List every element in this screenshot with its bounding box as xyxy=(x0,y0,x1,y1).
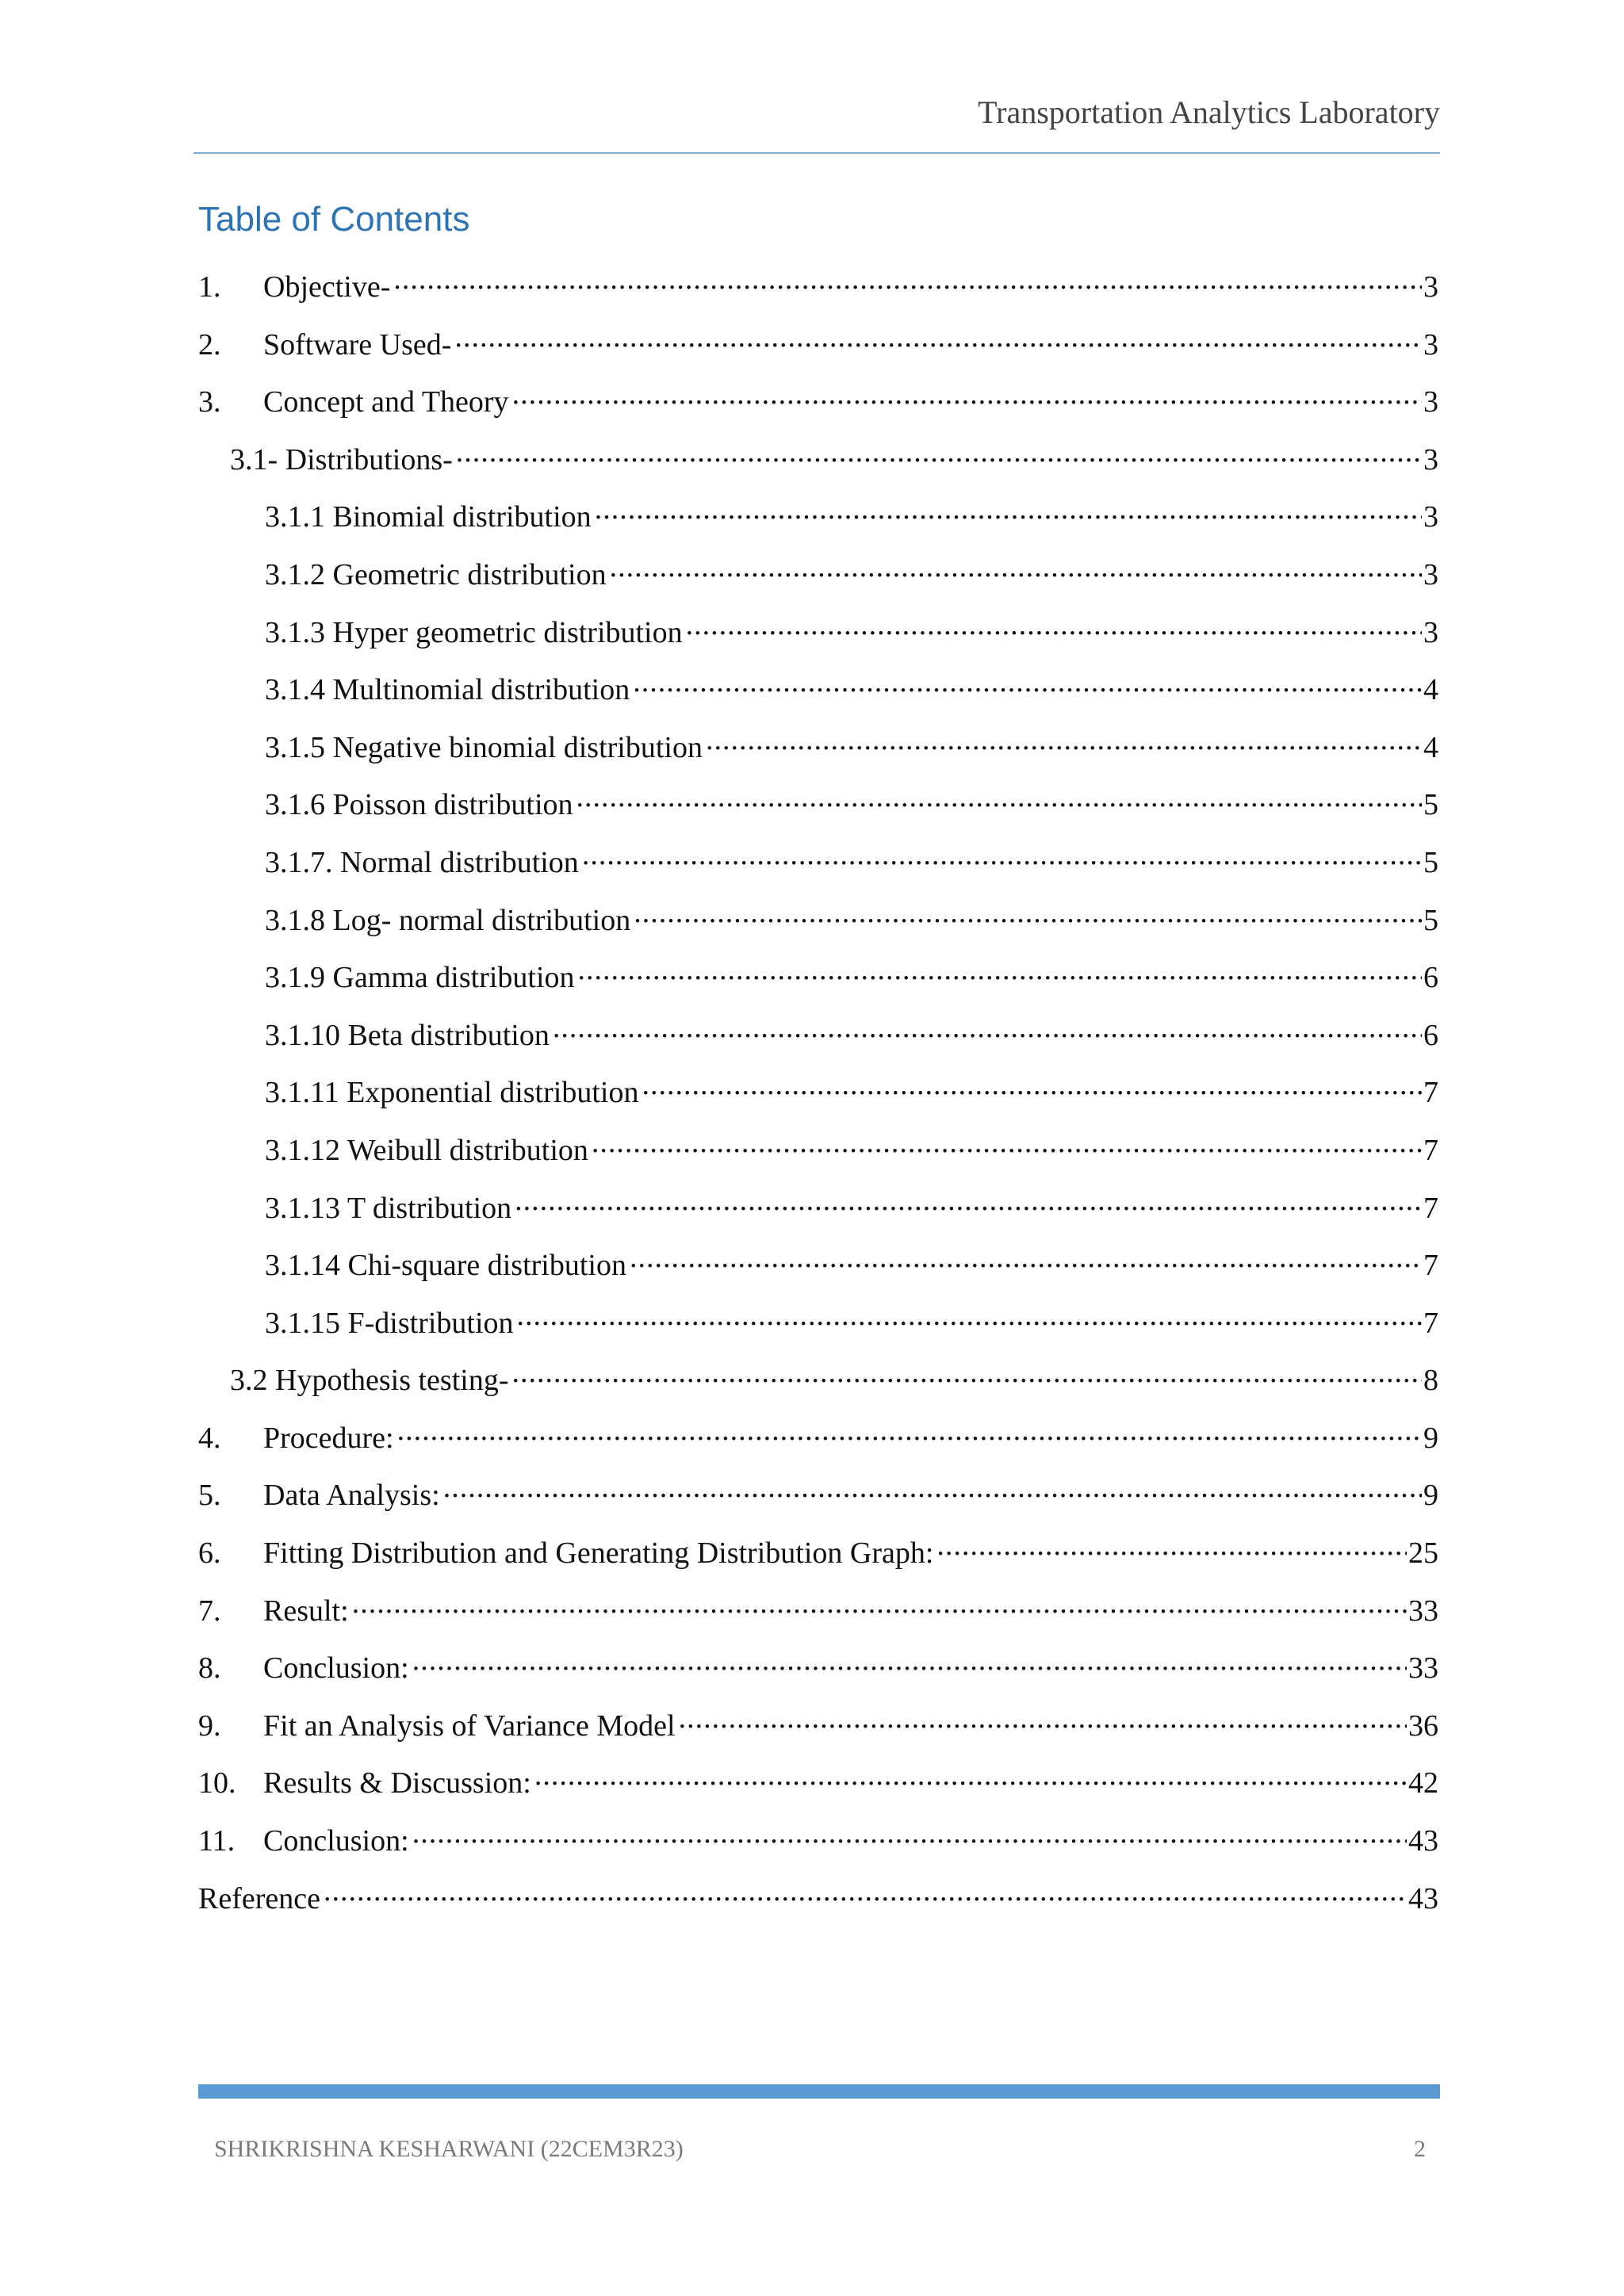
toc-entry-title: Fitting Distribution and Generating Distribution Graph: xyxy=(263,1536,934,1571)
toc-entry[interactable] xyxy=(198,1705,1438,1763)
toc-entry-page: 3 xyxy=(1423,557,1438,591)
toc-entry-page: 5 xyxy=(1423,788,1438,822)
dot-leader xyxy=(512,381,1422,411)
dot-leader xyxy=(582,842,1422,872)
toc-entry-page: 3 xyxy=(1423,270,1438,304)
toc-entry[interactable] xyxy=(198,1878,1438,1936)
toc-entry-title: 3.1.9 Gamma distribution xyxy=(265,961,575,995)
toc-entry-title: 3.1.3 Hyper geometric distribution xyxy=(265,615,683,649)
toc-entry[interactable] xyxy=(198,1533,1438,1590)
toc-entry-number: 11. xyxy=(198,1824,236,1858)
toc-entry[interactable] xyxy=(198,266,1438,324)
toc-entry-title: Conclusion: xyxy=(263,1824,409,1858)
toc-entry[interactable] xyxy=(198,1418,1438,1475)
dot-leader xyxy=(534,1762,1407,1793)
toc-entry-number: 1. xyxy=(198,270,221,304)
toc-entry-title: 3.2 Hypothesis testing- xyxy=(230,1364,509,1398)
dot-leader xyxy=(456,439,1422,469)
dot-leader xyxy=(634,900,1422,930)
toc-entry-page: 5 xyxy=(1423,903,1438,937)
toc-entry-number: 2. xyxy=(198,327,221,362)
toc-entry-page: 33 xyxy=(1408,1651,1438,1686)
toc-entry[interactable] xyxy=(198,900,1438,958)
toc-entry-number: 10. xyxy=(198,1766,236,1800)
toc-entry-title: 3.1.10 Beta distribution xyxy=(265,1018,550,1052)
dot-leader xyxy=(412,1647,1407,1678)
toc-entry[interactable] xyxy=(198,957,1438,1015)
toc-entry-number: 7. xyxy=(198,1594,221,1628)
toc-entry-title: 3.1.14 Chi-square distribution xyxy=(265,1249,626,1283)
toc-entry-title: Concept and Theory xyxy=(263,385,509,419)
toc-entry-title: 3.1.7. Normal distribution xyxy=(265,845,579,879)
toc-heading: Table of Contents xyxy=(198,200,470,239)
toc-entry-title: Procedure: xyxy=(263,1421,394,1455)
toc-entry-title: 3.1.11 Exponential distribution xyxy=(265,1076,639,1110)
footer-bar xyxy=(198,2084,1440,2099)
toc-entry-page: 4 xyxy=(1423,730,1438,764)
toc-entry-page: 4 xyxy=(1423,673,1438,707)
toc-entry[interactable] xyxy=(198,324,1438,382)
toc-entry-title: 3.1.13 T distribution xyxy=(265,1191,512,1225)
toc-entry-page: 9 xyxy=(1423,1479,1438,1513)
toc-entry-title: 3.1.4 Multinomial distribution xyxy=(265,673,630,707)
toc-entry-page: 7 xyxy=(1423,1191,1438,1225)
dot-leader xyxy=(642,1072,1422,1102)
toc-entry[interactable] xyxy=(198,1647,1438,1705)
toc-entry-number: 9. xyxy=(198,1709,221,1743)
toc-entry-title: Result: xyxy=(263,1594,349,1628)
dot-leader xyxy=(633,669,1422,699)
toc-entry-title: 3.1.1 Binomial distribution xyxy=(265,500,592,534)
toc-entry[interactable] xyxy=(198,381,1438,439)
toc-entry[interactable] xyxy=(198,439,1438,497)
toc-entry-page: 3 xyxy=(1423,385,1438,419)
toc-entry-page: 7 xyxy=(1423,1306,1438,1340)
toc-entry[interactable] xyxy=(198,784,1438,842)
toc-entry[interactable] xyxy=(198,1072,1438,1130)
dot-leader xyxy=(352,1590,1407,1621)
page-header xyxy=(193,94,1440,151)
dot-leader xyxy=(610,554,1422,584)
dot-leader xyxy=(443,1475,1422,1505)
toc-entry-title: 3.1.5 Negative binomial distribution xyxy=(265,730,703,764)
dot-leader xyxy=(630,1245,1422,1275)
toc-entry-title: Objective- xyxy=(263,270,391,304)
header-title: Transportation Analytics Laboratory xyxy=(978,94,1440,130)
toc-entry[interactable] xyxy=(198,1762,1438,1820)
toc-entry-page: 3 xyxy=(1423,500,1438,534)
toc-entry-page: 9 xyxy=(1423,1421,1438,1455)
dot-leader xyxy=(679,1705,1407,1735)
toc-entry-page: 3 xyxy=(1423,615,1438,649)
toc-entry[interactable] xyxy=(198,1188,1438,1246)
toc-entry-page: 42 xyxy=(1408,1766,1438,1800)
toc-entry[interactable] xyxy=(198,1590,1438,1648)
toc-entry-title: Data Analysis: xyxy=(263,1479,440,1513)
toc-entry-page: 43 xyxy=(1408,1824,1438,1858)
dot-leader xyxy=(576,784,1423,814)
toc-entry[interactable] xyxy=(198,1015,1438,1073)
toc-entry-number: 8. xyxy=(198,1651,221,1686)
toc-entry-page: 6 xyxy=(1423,961,1438,995)
toc-entry-title: Results & Discussion: xyxy=(263,1766,531,1800)
dot-leader xyxy=(515,1188,1422,1218)
header-rule xyxy=(193,152,1440,154)
toc-entry-title: 3.1.2 Geometric distribution xyxy=(265,557,607,591)
toc-entry-title: 3.1- Distributions- xyxy=(230,442,453,476)
toc-entry-page: 25 xyxy=(1408,1536,1438,1571)
dot-leader xyxy=(454,324,1422,354)
toc-entry-page: 7 xyxy=(1423,1133,1438,1167)
toc-entry-number: 6. xyxy=(198,1536,221,1571)
toc-entry[interactable] xyxy=(198,554,1438,612)
toc-entry[interactable] xyxy=(198,1130,1438,1188)
toc-entry-title: 3.1.15 F-distribution xyxy=(265,1306,514,1340)
footer-page-number: 2 xyxy=(1414,2136,1426,2162)
footer-author: SHRIKRISHNA KESHARWANI (22CEM3R23) xyxy=(214,2136,684,2162)
dot-leader xyxy=(324,1878,1407,1908)
toc-entry-page: 3 xyxy=(1423,442,1438,476)
toc-entry-title: Reference xyxy=(198,1881,320,1915)
toc-entry[interactable] xyxy=(198,669,1438,727)
toc-entry-number: 3. xyxy=(198,385,221,419)
toc-entry[interactable] xyxy=(198,1245,1438,1303)
dot-leader xyxy=(511,1360,1422,1390)
toc-entry-page: 5 xyxy=(1423,845,1438,879)
toc-entry[interactable] xyxy=(198,1303,1438,1360)
dot-leader xyxy=(553,1015,1422,1045)
toc-entry-page: 8 xyxy=(1423,1364,1438,1398)
dot-leader xyxy=(393,266,1422,297)
dot-leader xyxy=(578,957,1422,987)
toc-entry-title: Fit an Analysis of Variance Model xyxy=(263,1709,676,1743)
toc-entry[interactable] xyxy=(198,612,1438,670)
toc-entry-title: Conclusion: xyxy=(263,1651,409,1686)
toc-entry-title: 3.1.8 Log- normal distribution xyxy=(265,903,631,937)
dot-leader xyxy=(686,612,1422,642)
toc-entry-number: 4. xyxy=(198,1421,221,1455)
toc-entry-page: 6 xyxy=(1423,1018,1438,1052)
toc-entry-page: 3 xyxy=(1423,327,1438,362)
toc-entry-title: Software Used- xyxy=(263,327,452,362)
toc-entry-title: 3.1.6 Poisson distribution xyxy=(265,788,573,822)
toc-entry-number: 5. xyxy=(198,1479,221,1513)
toc-entry-title: 3.1.12 Weibull distribution xyxy=(265,1133,588,1167)
dot-leader xyxy=(936,1533,1407,1563)
toc-entry-page: 7 xyxy=(1423,1249,1438,1283)
dot-leader xyxy=(592,1130,1422,1160)
toc-entry-page: 33 xyxy=(1408,1594,1438,1628)
toc-entry[interactable] xyxy=(198,842,1438,900)
dot-leader xyxy=(412,1820,1407,1850)
dot-leader xyxy=(517,1303,1422,1333)
dot-leader xyxy=(397,1418,1422,1448)
toc-entry[interactable] xyxy=(198,496,1438,554)
table-of-contents xyxy=(198,266,1438,1935)
dot-leader xyxy=(595,496,1422,526)
toc-entry-page: 36 xyxy=(1408,1709,1438,1743)
toc-entry[interactable] xyxy=(198,1820,1438,1878)
toc-entry[interactable] xyxy=(198,1475,1438,1533)
toc-entry-page: 7 xyxy=(1423,1076,1438,1110)
toc-entry-page: 43 xyxy=(1408,1881,1438,1915)
toc-entry[interactable] xyxy=(198,1360,1438,1418)
toc-entry[interactable] xyxy=(198,727,1438,785)
dot-leader xyxy=(706,727,1422,757)
